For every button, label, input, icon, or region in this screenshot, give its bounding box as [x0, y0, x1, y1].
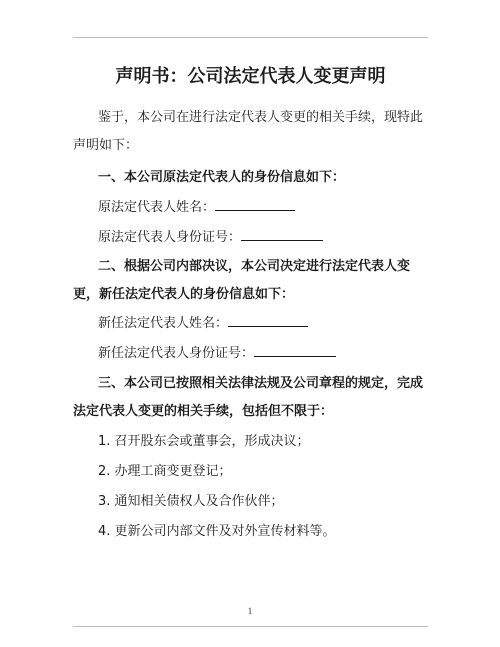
procedure-item-2: 2. 办理工商变更登记；	[98, 464, 232, 479]
footer-rule	[73, 626, 428, 627]
new-rep-id-blank	[254, 345, 336, 357]
document-title: 声明书：公司法定代表人变更声明	[115, 66, 386, 87]
procedure-item-1: 1. 召开股东会或董事会，形成决议；	[98, 434, 310, 449]
new-rep-name-field	[98, 314, 308, 334]
section1-heading: 一、本公司原法定代表人的身份信息如下：	[98, 170, 346, 185]
new-rep-name-blank	[228, 315, 308, 327]
page-number: 1	[247, 606, 253, 616]
section2-heading: 二、根据公司内部决议，本公司决定进行法定代表人变更，新任法定代表人的身份信息如下：	[73, 259, 411, 302]
original-rep-name-field	[98, 198, 295, 218]
procedure-item-4: 4. 更新公司内部文件及对外宣传材料等。	[98, 524, 336, 539]
original-rep-id-field	[98, 228, 323, 248]
original-rep-name-blank	[215, 199, 295, 211]
intro-paragraph: 鉴于，本公司在进行法定代表人变更的相关手续，现特此声明如下：	[73, 110, 424, 153]
header-rule	[73, 37, 428, 38]
section3-heading: 三、本公司已按照相关法律法规及公司章程的规定，完成法定代表人变更的相关手续，包括但不限于：	[73, 376, 424, 419]
new-rep-id-field	[98, 344, 336, 364]
original-rep-id-blank	[241, 229, 323, 241]
new-rep-id-label: 新任法定代表人身份证号：	[98, 346, 255, 361]
original-rep-id-label: 原法定代表人身份证号：	[98, 230, 242, 245]
new-rep-name-label: 新任法定代表人姓名：	[98, 316, 229, 331]
procedure-item-3: 3. 通知相关债权人及合作伙伴；	[98, 494, 284, 509]
original-rep-name-label: 原法定代表人姓名：	[98, 200, 216, 215]
